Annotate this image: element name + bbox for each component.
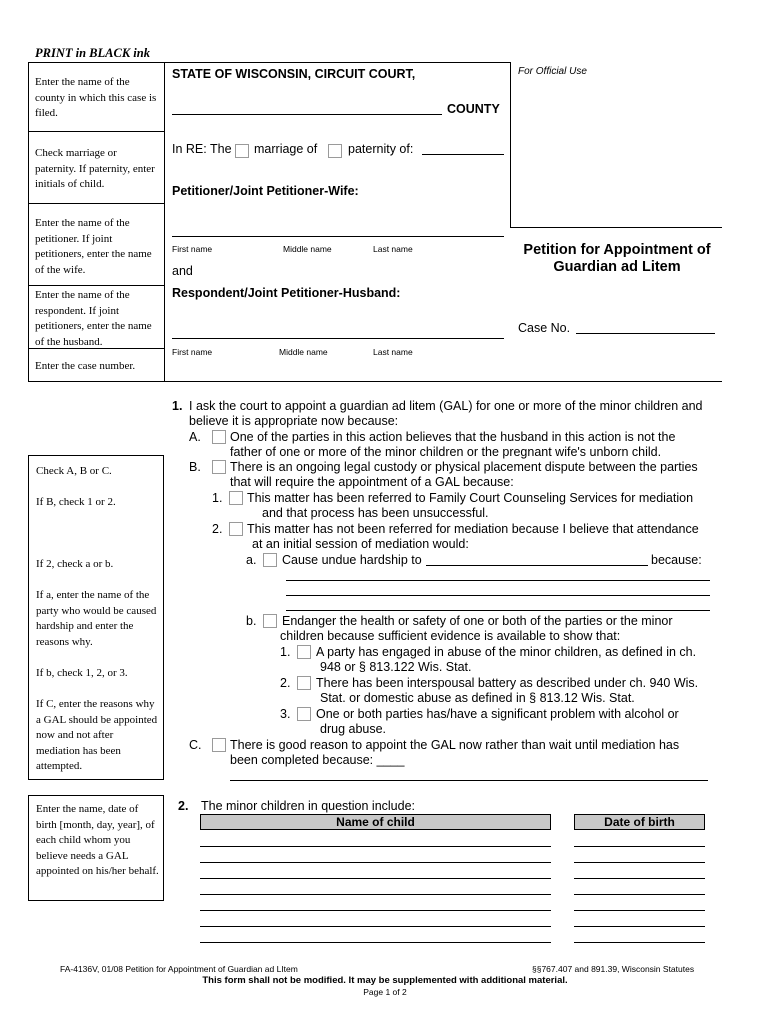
section2-intro: The minor children in question include: — [201, 799, 416, 813]
marriage-label: marriage of — [254, 142, 318, 156]
option-b-checkbox[interactable] — [212, 460, 226, 474]
child-name-row-7[interactable] — [200, 942, 551, 943]
instruction-a: Check A, B or C. — [36, 465, 112, 477]
option-b-line1: There is an ongoing legal custody or physical placement dispute between the parties — [230, 460, 698, 474]
section2-number: 2. — [178, 799, 189, 813]
option-b2-checkbox[interactable] — [229, 522, 243, 536]
option-2b1-checkbox[interactable] — [297, 645, 311, 659]
sidebar-respondent-note: Enter the name of the respondent. If joint petitioners, enter the name of the husband. — [35, 289, 152, 348]
sidebar-petitioner-note: Enter the name of the petitioner. If joint petitioners, enter the name of the wife. — [35, 217, 152, 276]
option-b1-line2: and that process has been unsuccessful. — [262, 506, 489, 520]
child-dob-row-6[interactable] — [574, 926, 705, 927]
option-2b3-label: 3. — [280, 707, 291, 721]
respondent-first-name-caption: First name — [172, 347, 213, 357]
option-2b1-label: 1. — [280, 645, 291, 659]
column-header-dob: Date of birth — [574, 814, 705, 830]
instruction-e: If b, check 1, 2, or 3. — [36, 667, 128, 679]
option-2b-label: b. — [246, 614, 257, 628]
option-c-checkbox[interactable] — [212, 738, 226, 752]
petitioner-name-field[interactable] — [172, 236, 504, 237]
petitioner-last-name-caption: Last name — [373, 244, 413, 254]
child-name-row-4[interactable] — [200, 894, 551, 895]
option-2b3-checkbox[interactable] — [297, 707, 311, 721]
official-use-label: For Official Use — [518, 66, 587, 77]
option-b1-checkbox[interactable] — [229, 491, 243, 505]
child-dob-row-1[interactable] — [574, 846, 705, 847]
footer-statutes: §§767.407 and 891.39, Wisconsin Statutes — [532, 964, 695, 974]
option-2a-text: Cause undue hardship to — [282, 553, 422, 567]
form-title — [512, 242, 722, 275]
option-a-line1: One of the parties in this action believes that the husband in this action is not the — [230, 430, 676, 444]
hardship-party-field[interactable] — [426, 565, 648, 566]
option-2a-checkbox[interactable] — [263, 553, 277, 567]
marriage-checkbox[interactable] — [235, 144, 249, 158]
option-a-checkbox[interactable] — [212, 430, 226, 444]
respondent-middle-name-caption: Middle name — [279, 347, 328, 357]
option-c-line1: There is good reason to appoint the GAL now rather than wait until mediation has — [230, 738, 680, 752]
option-2b2-line2: Stat. or domestic abuse as defined in § 813.12 Wis. Stat. — [320, 691, 635, 705]
option-b2-line2: at an initial session of mediation would: — [252, 537, 469, 551]
print-note: PRINT in BLACK ink — [35, 46, 150, 60]
child-initials-field[interactable] — [422, 154, 504, 155]
option-2a-because: because: — [651, 553, 702, 567]
court-heading: STATE OF WISCONSIN, CIRCUIT COURT, — [172, 67, 416, 81]
option-b-label: B. — [189, 460, 201, 474]
county-field[interactable] — [172, 114, 442, 115]
hardship-reason-line-3[interactable] — [286, 610, 710, 611]
and-label: and — [172, 264, 193, 278]
option-2a-label: a. — [246, 553, 257, 567]
footer-notice: This form shall not be modified. It may be supplemented with additional material. — [202, 975, 568, 986]
option-2b-line1: Endanger the health or safety of one or both of the parties or the minor — [282, 614, 673, 628]
column-header-name: Name of child — [200, 814, 551, 830]
child-name-row-3[interactable] — [200, 878, 551, 879]
option-b2-line1: This matter has not been referred for mediation because I believe that attendance — [247, 522, 699, 536]
child-dob-row-2[interactable] — [574, 862, 705, 863]
child-name-row-1[interactable] — [200, 846, 551, 847]
option-2b2-checkbox[interactable] — [297, 676, 311, 690]
child-dob-row-3[interactable] — [574, 878, 705, 879]
instruction-f: If C, enter the reasons why a GAL should be appointed now and not after mediation has been attempted. — [36, 698, 158, 772]
option-b-line2: that will require the appointment of a GAL because: — [230, 475, 514, 489]
footer-page-number: Page 1 of 2 — [363, 987, 407, 997]
option-2b3-line1: One or both parties has/have a significant problem with alcohol or — [316, 707, 679, 721]
instruction-b: If B, check 1 or 2. — [36, 496, 116, 508]
section1-number: 1. — [172, 399, 183, 413]
case-no-field[interactable] — [576, 333, 715, 334]
instruction-d: If a, enter the name of the party who would be caused hardship and enter the reasons why. — [36, 589, 157, 648]
option-2b-checkbox[interactable] — [263, 614, 277, 628]
option-a-line2: father of one or more of the minor children or the pregnant wife's unborn child. — [230, 445, 662, 459]
option-b2-label: 2. — [212, 522, 223, 536]
option-2b2-label: 2. — [280, 676, 291, 690]
child-name-row-2[interactable] — [200, 862, 551, 863]
footer-form-id: FA-4136V, 01/08 Petition for Appointment of Guardian ad LItem — [60, 964, 298, 974]
option-a-label: A. — [189, 430, 201, 444]
paternity-label: paternity of: — [348, 142, 414, 156]
paternity-checkbox[interactable] — [328, 144, 342, 158]
respondent-label: Respondent/Joint Petitioner-Husband: — [172, 286, 401, 300]
sidebar-children-note: Enter the name, date of birth [month, day, year], of each child whom you believe needs a GAL appointed on his/her behalf. — [36, 803, 159, 877]
respondent-name-field[interactable] — [172, 338, 504, 339]
child-name-row-6[interactable] — [200, 926, 551, 927]
instruction-c: If 2, check a or b. — [36, 558, 114, 570]
option-c-line2: been completed because: ____ — [230, 753, 405, 767]
case-no-label: Case No. — [518, 321, 571, 335]
petitioner-label: Petitioner/Joint Petitioner-Wife: — [172, 184, 359, 198]
option-b1-label: 1. — [212, 491, 223, 505]
option-c-reason-line[interactable] — [230, 780, 708, 781]
child-dob-row-5[interactable] — [574, 910, 705, 911]
sidebar-county-note: Enter the name of the county in which this case is filed. — [35, 76, 157, 119]
option-2b1-line1: A party has engaged in abuse of the minor children, as defined in ch. — [316, 645, 697, 659]
respondent-last-name-caption: Last name — [373, 347, 413, 357]
option-2b-line2: children because sufficient evidence is available to show that: — [280, 629, 621, 643]
sidebar-case-number-note: Enter the case number. — [35, 360, 136, 372]
petitioner-middle-name-caption: Middle name — [283, 244, 332, 254]
option-b1-line1: This matter has been referred to Family Court Counseling Services for mediation — [247, 491, 694, 505]
option-2b2-line1: There has been interspousal battery as described under ch. 940 Wis. — [316, 676, 699, 690]
option-2b3-line2: drug abuse. — [320, 722, 387, 736]
form-title-line2: Guardian ad Litem — [553, 258, 681, 275]
option-c-label: C. — [189, 738, 202, 752]
petitioner-first-name-caption: First name — [172, 244, 213, 254]
child-dob-row-7[interactable] — [574, 942, 705, 943]
child-name-row-5[interactable] — [200, 910, 551, 911]
county-label: COUNTY — [447, 102, 500, 116]
section1-intro-line2: believe it is appropriate now because: — [189, 414, 399, 428]
form-title-line1: Petition for Appointment of — [523, 242, 711, 258]
in-re-label: In RE: The — [172, 142, 232, 156]
hardship-reason-line-1[interactable] — [286, 580, 710, 581]
section1-intro-line1: I ask the court to appoint a guardian ad litem (GAL) for one or more of the minor children and — [189, 399, 703, 413]
sidebar-marriage-note: Check marriage or paternity. If paternity, enter initials of child. — [35, 147, 155, 190]
child-dob-row-4[interactable] — [574, 894, 705, 895]
hardship-reason-line-2[interactable] — [286, 595, 710, 596]
option-2b1-line2: 948 or § 813.122 Wis. Stat. — [320, 660, 472, 674]
